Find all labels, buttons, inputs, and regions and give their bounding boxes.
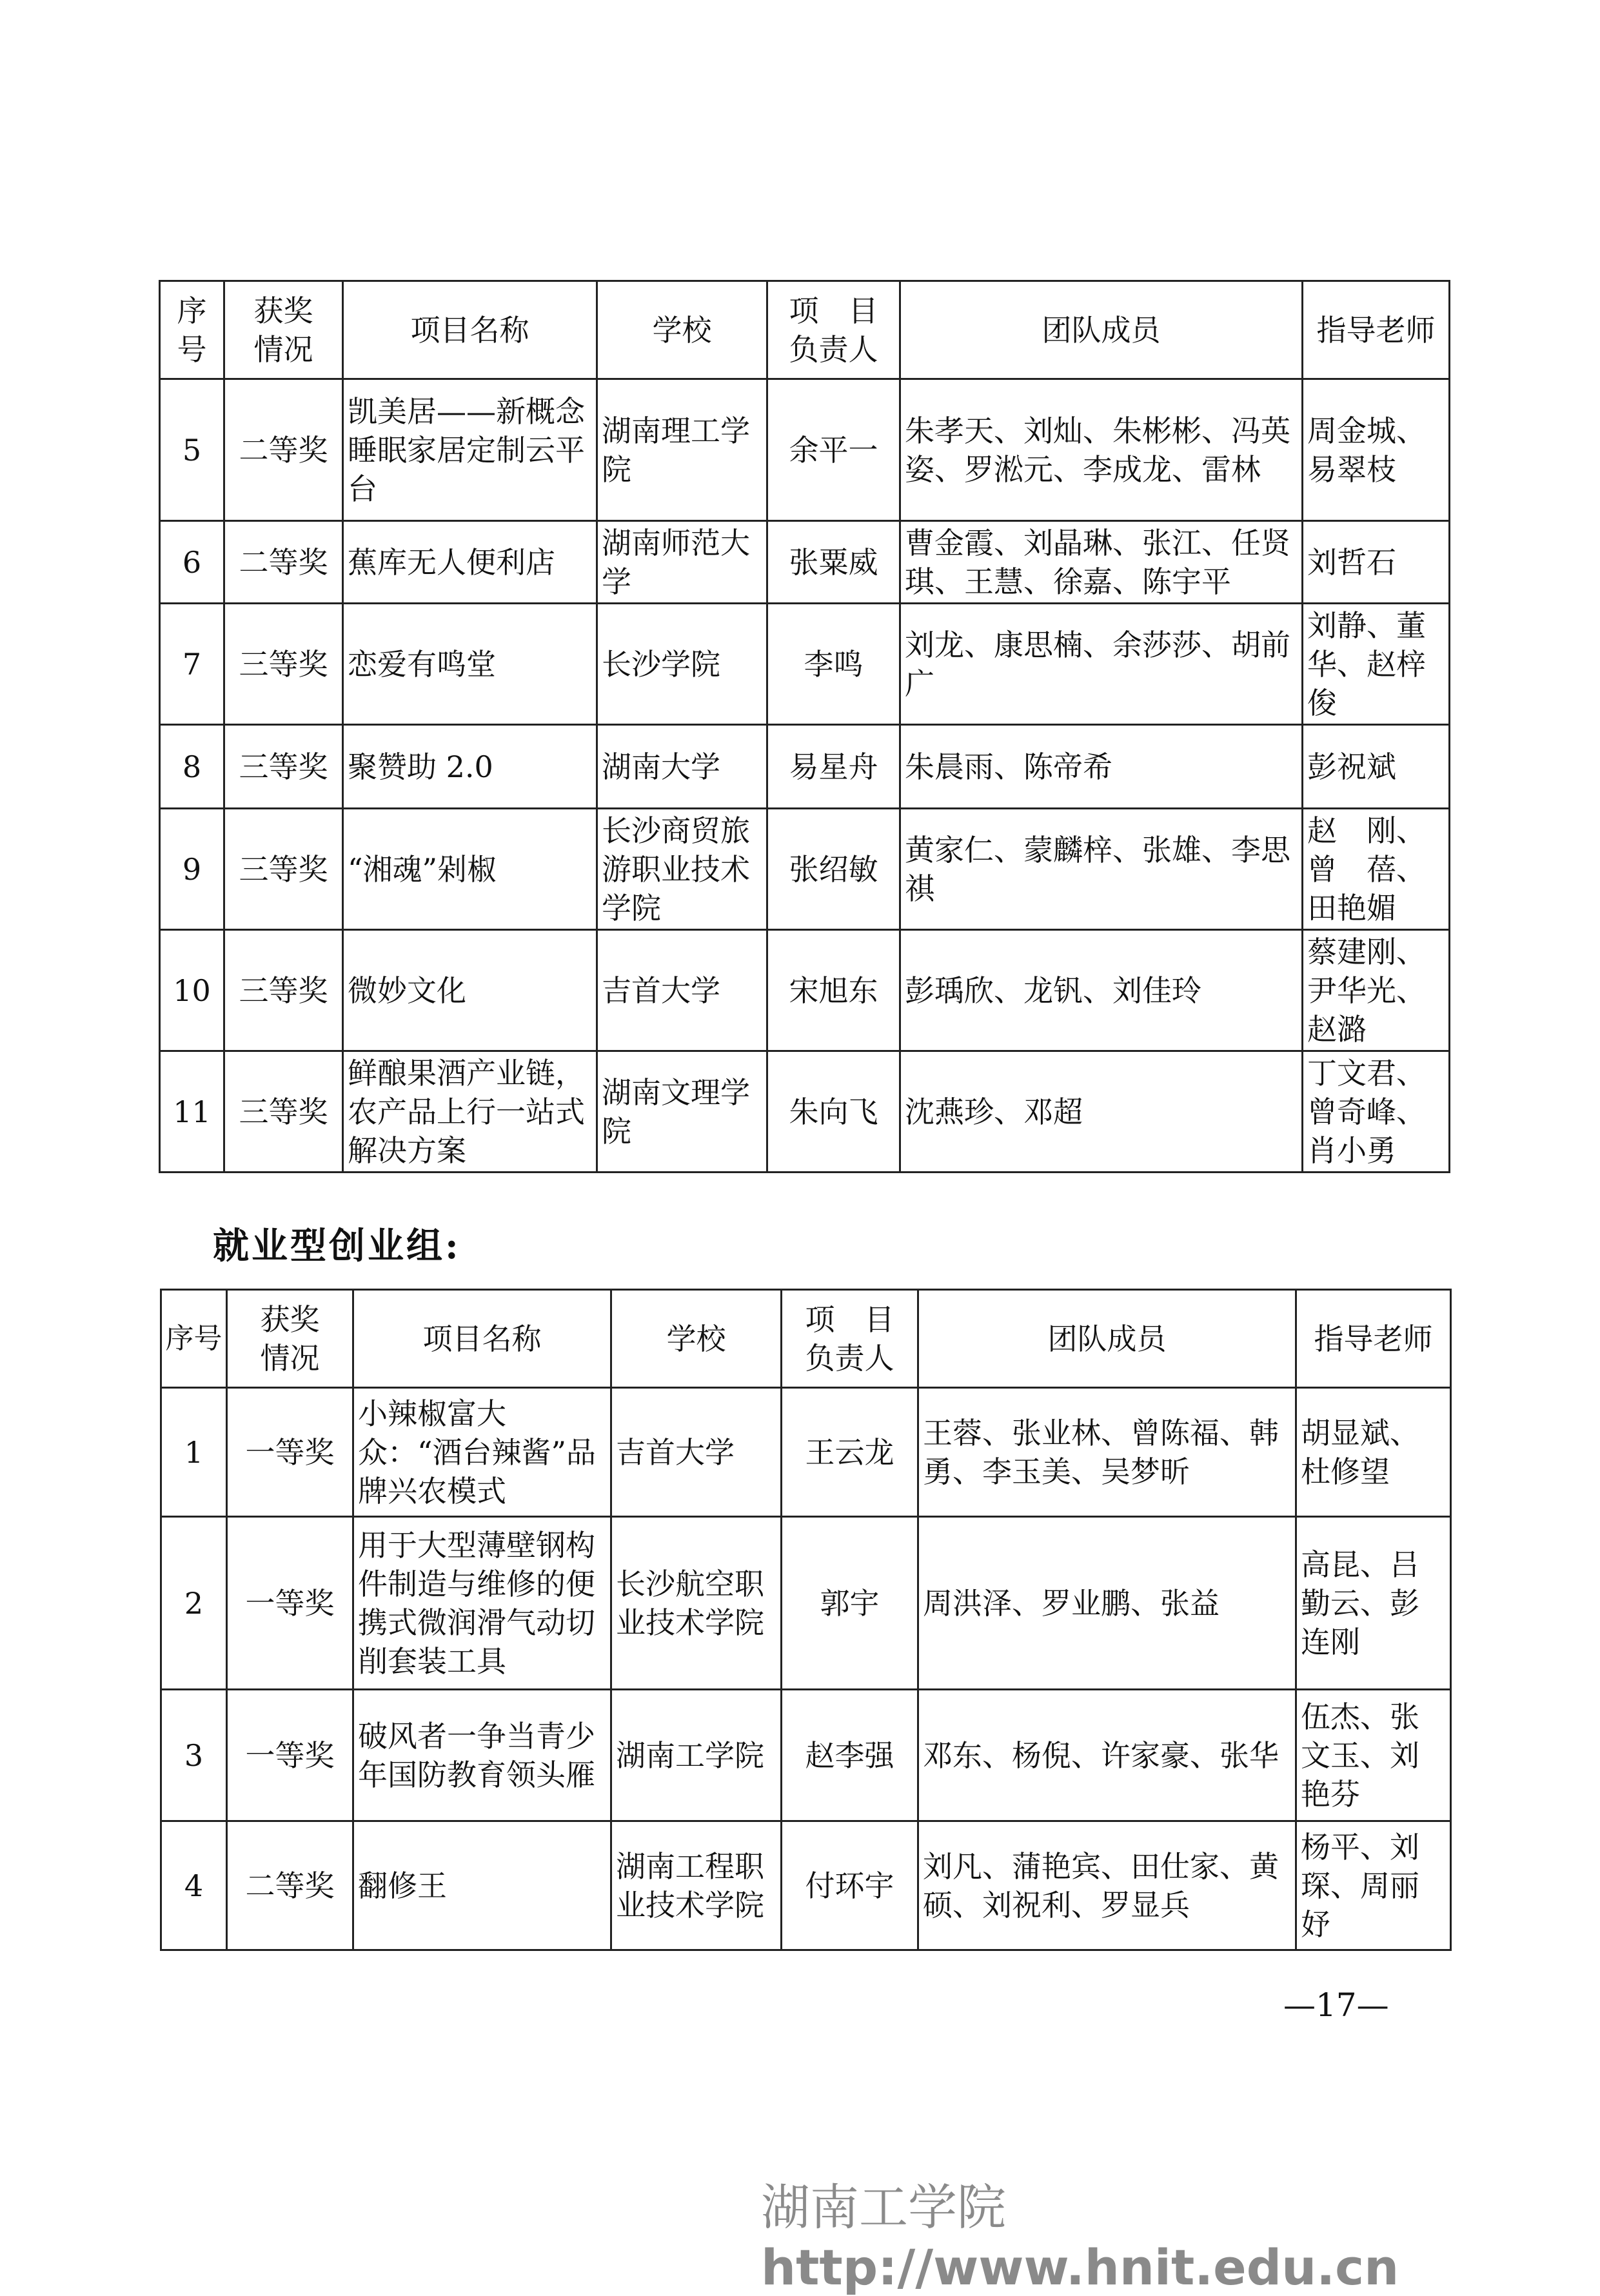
cell-advisors: 彭祝斌 bbox=[1303, 725, 1450, 809]
cell-members: 黄家仁、蒙麟梓、张雄、李思祺 bbox=[900, 809, 1303, 930]
header-no: 序号 bbox=[161, 1290, 227, 1388]
cell-no: 9 bbox=[160, 809, 224, 930]
cell-leader: 余平一 bbox=[767, 379, 900, 521]
cell-project: 凯美居——新概念睡眠家居定制云平台 bbox=[343, 379, 597, 521]
table-row bbox=[160, 379, 1450, 521]
cell-school: 长沙商贸旅游职业技术学院 bbox=[597, 809, 767, 930]
cell-award: 一等奖 bbox=[227, 1690, 353, 1821]
header-award: 获奖 情况 bbox=[224, 281, 343, 379]
cell-leader: 张粟威 bbox=[767, 521, 900, 604]
cell-leader: 郭宇 bbox=[782, 1517, 918, 1690]
cell-no: 7 bbox=[160, 604, 224, 725]
cell-no: 5 bbox=[160, 379, 224, 521]
cell-advisors: 赵 刚、曾 蓓、田艳媚 bbox=[1303, 809, 1450, 930]
cell-school: 吉首大学 bbox=[597, 930, 767, 1051]
cell-leader: 宋旭东 bbox=[767, 930, 900, 1051]
header-school: 学校 bbox=[597, 281, 767, 379]
header-leader: 项 目 负责人 bbox=[767, 281, 900, 379]
watermark-name: 湖南工学院 bbox=[761, 2179, 1006, 2236]
cell-project: 用于大型薄壁钢构件制造与维修的便携式微润滑气动切削套装工具 bbox=[353, 1517, 611, 1690]
cell-no: 2 bbox=[161, 1517, 227, 1690]
table-row bbox=[160, 809, 1450, 930]
cell-award: 三等奖 bbox=[224, 725, 343, 809]
header-members: 团队成员 bbox=[918, 1290, 1296, 1388]
cell-no: 4 bbox=[161, 1821, 227, 1950]
header-advisors: 指导老师 bbox=[1296, 1290, 1451, 1388]
cell-members: 刘凡、蒲艳宾、田仕家、黄硕、刘祝利、罗显兵 bbox=[918, 1821, 1296, 1950]
cell-school: 湖南理工学院 bbox=[597, 379, 767, 521]
cell-members: 朱晨雨、陈帝希 bbox=[900, 725, 1303, 809]
watermark-url: http://www.hnit.edu.cn bbox=[761, 2239, 1399, 2296]
cell-school: 湖南工学院 bbox=[611, 1690, 782, 1821]
cell-award: 二等奖 bbox=[224, 521, 343, 604]
cell-project: 蕉库无人便利店 bbox=[343, 521, 597, 604]
header-advisors: 指导老师 bbox=[1303, 281, 1450, 379]
cell-school: 湖南师范大学 bbox=[597, 521, 767, 604]
table-row bbox=[160, 521, 1450, 604]
cell-advisors: 杨平、刘琛、周丽妤 bbox=[1296, 1821, 1451, 1950]
cell-advisors: 刘哲石 bbox=[1303, 521, 1450, 604]
cell-award: 一等奖 bbox=[227, 1388, 353, 1517]
header-members: 团队成员 bbox=[900, 281, 1303, 379]
cell-no: 10 bbox=[160, 930, 224, 1051]
awards-table-1 bbox=[159, 280, 1450, 1173]
cell-members: 王蓉、张业林、曾陈福、韩勇、李玉美、吴梦昕 bbox=[918, 1388, 1296, 1517]
cell-advisors: 蔡建刚、尹华光、赵潞 bbox=[1303, 930, 1450, 1051]
cell-advisors: 伍杰、张文玉、刘艳芬 bbox=[1296, 1690, 1451, 1821]
table-row bbox=[160, 725, 1450, 809]
cell-award: 三等奖 bbox=[224, 930, 343, 1051]
table-row bbox=[161, 1690, 1451, 1821]
cell-members: 曹金霞、刘晶琳、张江、任贤琪、王慧、徐嘉、陈宇平 bbox=[900, 521, 1303, 604]
header-project: 项目名称 bbox=[353, 1290, 611, 1388]
cell-leader: 易星舟 bbox=[767, 725, 900, 809]
cell-award: 一等奖 bbox=[227, 1517, 353, 1690]
header-award: 获奖 情况 bbox=[227, 1290, 353, 1388]
table-header-row bbox=[161, 1290, 1451, 1388]
cell-project: 翻修王 bbox=[353, 1821, 611, 1950]
table-row bbox=[160, 930, 1450, 1051]
table-row bbox=[160, 604, 1450, 725]
cell-advisors: 丁文君、曾奇峰、肖小勇 bbox=[1303, 1051, 1450, 1173]
cell-award: 三等奖 bbox=[224, 604, 343, 725]
cell-advisors: 胡显斌、杜修望 bbox=[1296, 1388, 1451, 1517]
table-header-row bbox=[160, 281, 1450, 379]
cell-school: 长沙学院 bbox=[597, 604, 767, 725]
cell-no: 1 bbox=[161, 1388, 227, 1517]
cell-no: 3 bbox=[161, 1690, 227, 1821]
cell-school: 湖南工程职业技术学院 bbox=[611, 1821, 782, 1950]
cell-members: 邓东、杨倪、许家豪、张华 bbox=[918, 1690, 1296, 1821]
cell-school: 吉首大学 bbox=[611, 1388, 782, 1517]
header-school: 学校 bbox=[611, 1290, 782, 1388]
section-title: 就业型创业组: bbox=[213, 1225, 461, 1267]
cell-advisors: 高昆、吕勤云、彭连刚 bbox=[1296, 1517, 1451, 1690]
header-project: 项目名称 bbox=[343, 281, 597, 379]
table-row bbox=[160, 1051, 1450, 1173]
cell-project: 微妙文化 bbox=[343, 930, 597, 1051]
cell-project: “湘魂”剁椒 bbox=[343, 809, 597, 930]
cell-no: 6 bbox=[160, 521, 224, 604]
page-number: —17— bbox=[1283, 1986, 1389, 2024]
cell-leader: 赵李强 bbox=[782, 1690, 918, 1821]
cell-leader: 朱向飞 bbox=[767, 1051, 900, 1173]
cell-members: 周洪泽、罗业鹏、张益 bbox=[918, 1517, 1296, 1690]
table-row bbox=[161, 1517, 1451, 1690]
cell-leader: 张绍敏 bbox=[767, 809, 900, 930]
cell-award: 二等奖 bbox=[224, 379, 343, 521]
cell-project: 聚赞助 2.0 bbox=[343, 725, 597, 809]
cell-members: 沈燕珍、邓超 bbox=[900, 1051, 1303, 1173]
table-row bbox=[161, 1388, 1451, 1517]
cell-leader: 付环宇 bbox=[782, 1821, 918, 1950]
cell-leader: 李鸣 bbox=[767, 604, 900, 725]
cell-advisors: 刘静、董华、赵梓俊 bbox=[1303, 604, 1450, 725]
header-no: 序 号 bbox=[160, 281, 224, 379]
cell-project: 鲜酿果酒产业链，农产品上行一站式解决方案 bbox=[343, 1051, 597, 1173]
cell-award: 三等奖 bbox=[224, 809, 343, 930]
cell-project: 破风者一争当青少年国防教育领头雁 bbox=[353, 1690, 611, 1821]
cell-members: 刘龙、康思楠、余莎莎、胡前广 bbox=[900, 604, 1303, 725]
table-row bbox=[161, 1821, 1451, 1950]
cell-members: 朱孝天、刘灿、朱彬彬、冯英姿、罗淞元、李成龙、雷林 bbox=[900, 379, 1303, 521]
cell-school: 湖南大学 bbox=[597, 725, 767, 809]
cell-award: 三等奖 bbox=[224, 1051, 343, 1173]
cell-leader: 王云龙 bbox=[782, 1388, 918, 1517]
cell-award: 二等奖 bbox=[227, 1821, 353, 1950]
cell-project: 小辣椒富大众：“酒台辣酱”品牌兴农模式 bbox=[353, 1388, 611, 1517]
awards-table-2 bbox=[160, 1289, 1452, 1951]
header-leader: 项 目 负责人 bbox=[782, 1290, 918, 1388]
cell-members: 彭瑀欣、龙钒、刘佳玲 bbox=[900, 930, 1303, 1051]
cell-school: 湖南文理学院 bbox=[597, 1051, 767, 1173]
cell-project: 恋爱有鸣堂 bbox=[343, 604, 597, 725]
cell-no: 11 bbox=[160, 1051, 224, 1173]
watermark bbox=[761, 2168, 1600, 2296]
cell-school: 长沙航空职业技术学院 bbox=[611, 1517, 782, 1690]
cell-advisors: 周金城、易翠枝 bbox=[1303, 379, 1450, 521]
cell-no: 8 bbox=[160, 725, 224, 809]
